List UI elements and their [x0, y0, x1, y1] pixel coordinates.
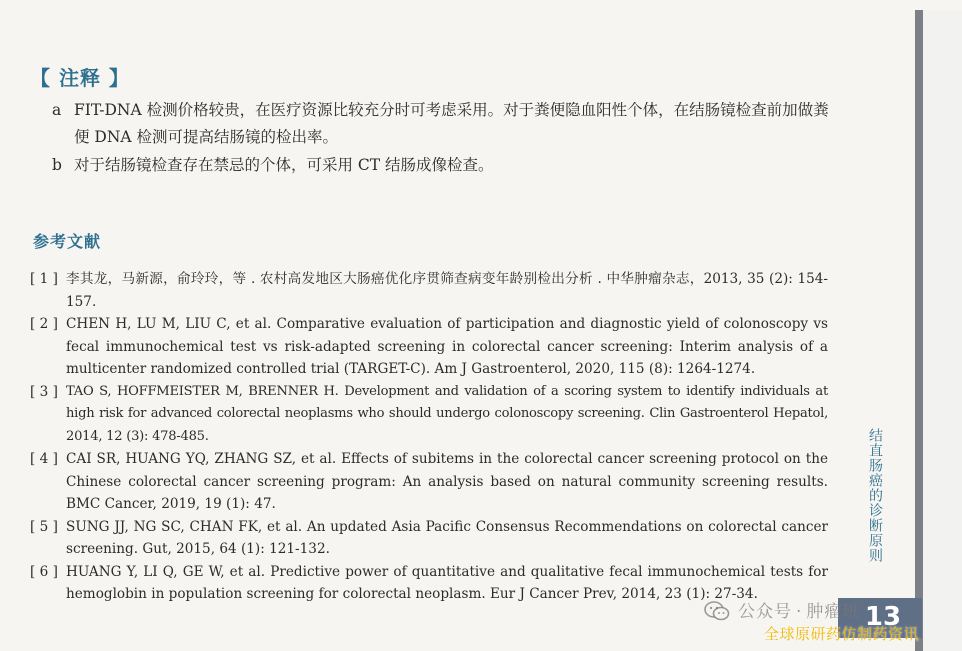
reference-item — [30, 381, 828, 449]
reference-item — [30, 516, 828, 561]
reference-number: [ 3 ] — [30, 383, 58, 400]
reference-number: [ 4 ] — [30, 451, 58, 467]
note-item-b — [52, 152, 842, 179]
page-number: 13 — [864, 602, 902, 632]
note-text: 对于结肠镜检查存在禁忌的个体，可采用 CT 结肠成像检查。 — [74, 156, 494, 174]
watermark-separator: · — [796, 602, 803, 622]
wechat-icon — [704, 601, 730, 621]
reference-text: 李其龙，马新源，俞玲玲，等 . 农村高发地区大肠癌优化序贯筛查病变年龄别检出分析 . 中华肿瘤杂志，2013, 35 (2): 154-157. — [66, 271, 828, 310]
note-text: FIT-DNA 检测价格较贵，在医疗资源比较充分时可考虑采用。对于粪便隐血阳性个体，在结肠镜检查前加做粪便 DNA 检测可提高结肠镜的检出率。 — [74, 101, 829, 146]
watermark-subtitle: 全球原研药仿制药资讯 — [764, 625, 920, 643]
references-heading: 参考文献 — [33, 232, 102, 251]
page-margin — [923, 10, 962, 651]
note-marker: a — [52, 101, 62, 119]
reference-item — [30, 268, 828, 313]
reference-number: [ 2 ] — [30, 316, 58, 332]
reference-text: TAO S, HOFFMEISTER M, BRENNER H. Development and validation of a scoring system to identify individuals at high risk for advanced colorectal neoplasms who should undergo colonoscopy screening. Clin Gastroenterol Hepatol, 2014, 12 (3): 478-485. — [66, 383, 828, 444]
watermark-label: 公众号 — [738, 602, 792, 622]
reference-item — [30, 313, 828, 381]
reference-number: [ 6 ] — [30, 563, 58, 580]
reference-text: SUNG JJ, NG SC, CHAN FK, et al. An updated Asia Pacific Consensus Recommendations on colorectal cancer screening. Gut, 2015, 64 (1): 121-132. — [66, 518, 828, 557]
reference-item — [30, 448, 828, 516]
notes-heading: 【 注释 】 — [30, 66, 130, 90]
reference-number: [ 1 ] — [30, 271, 58, 287]
page-edge-band — [915, 10, 923, 651]
references-list — [30, 268, 828, 606]
watermark-account — [738, 597, 860, 622]
reference-number: [ 5 ] — [30, 518, 58, 535]
note-marker: b — [52, 156, 62, 174]
reference-text: CAI SR, HUANG YQ, ZHANG SZ, et al. Effects of subitems in the colorectal cancer screening protocol on the Chinese colorectal cancer screening program: An analysis based on natural community screening results. BMC Cancer, 2019, 19 (1): 47. — [66, 451, 828, 512]
chapter-side-title: 结直肠癌的诊断原则 — [867, 428, 883, 563]
watermark-account-name: 肿瘤班 — [806, 602, 861, 622]
reference-text: CHEN H, LU M, LIU C, et al. Comparative evaluation of participation and diagnostic yield of colonoscopy vs fecal immunochemical test vs risk-adapted screening in colorectal cancer screening: Interim analysis of a multicenter randomized controlled trial (TARGET-C). Am J Gastroenterol, 2020, 115 (8): 1264-1274. — [66, 316, 828, 377]
note-item-a — [52, 97, 842, 151]
reference-text: HUANG Y, LI Q, GE W, et al. Predictive power of quantitative and qualitative fecal immunochemical tests for hemoglobin in population screening for colorectal neoplasm. Eur J Cancer Prev, 2014, 23 (1): 27-34. — [66, 563, 828, 602]
wechat-watermark — [700, 597, 960, 647]
